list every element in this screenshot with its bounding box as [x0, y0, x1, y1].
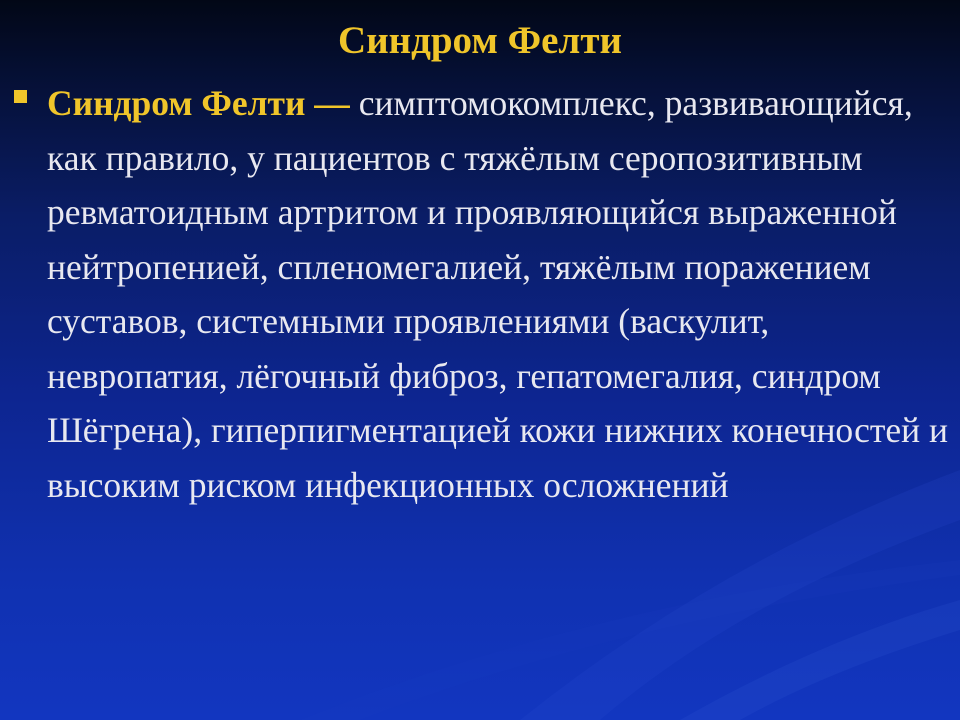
square-bullet-icon	[14, 90, 27, 103]
definition-text: симптомокомплекс, развивающийся, как правило, у пациентов с тяжёлым серопозитивным ревматоидным артритом и проявляющийся выраженной нейтропенией, спленомегалией, тяжёлым поражением суставов, системными проявлениями (васкулит, невропатия, лёгочный фиброз, гепатомегалия, синдром Шёгрена), гиперпигментацией кожи нижних конечностей и высоким риском инфекционных осложнений	[47, 83, 948, 505]
slide-title: Синдром Фелти	[338, 19, 622, 62]
defined-term: Синдром Фелти —	[47, 83, 350, 123]
bullet-text	[47, 76, 949, 512]
